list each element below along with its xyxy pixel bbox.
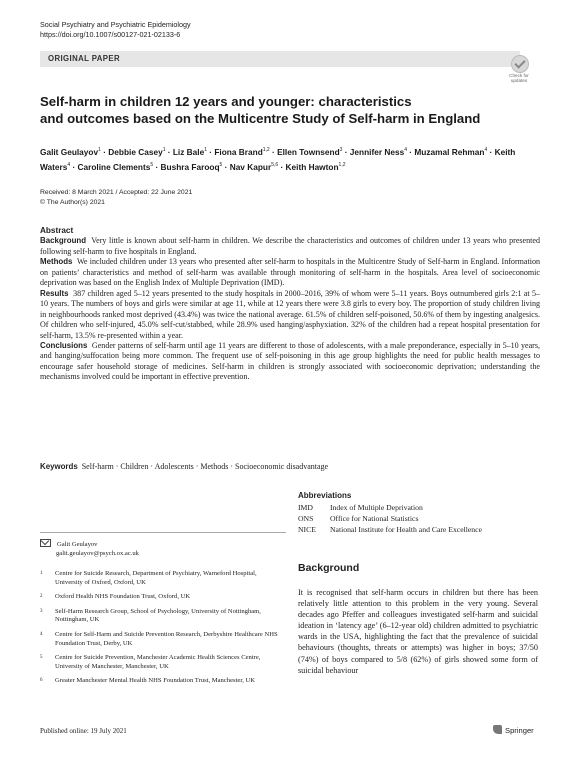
author-separator: ·	[206, 146, 215, 157]
title-line-1: Self-harm in children 12 years and younger: characteristics	[40, 94, 412, 109]
author-affiliation-sup: 1	[162, 147, 166, 153]
author-separator: ·	[407, 146, 415, 157]
author-separator: ·	[487, 146, 495, 157]
author-name[interactable]: Fiona Brand	[214, 146, 263, 157]
envelope-icon	[40, 539, 51, 547]
author-separator: ·	[269, 146, 278, 157]
results-text: 387 children aged 5–12 years presented to the study hospitals in 2000–2016, 39% of whom were 5–11 years. Boys outnumbered girls 2:1 at 5–10 years. The numbers of boys and girls were similar at age 11, while at 12 years there were 3.8 girls to every boy. The proportion of study children living in neighbourhoods ranked most deprived (43.4%) was twice the national average. 61.5% of children self-poisoned, 50.6% of them by ingesting analgesics. Of children who self-injured, 45.0% self-cut/stabbed, while 28.9% used hanging/asphyxiation. 32% of the children had a repeat hospital presentation for self-harm, 13.5% re-presented within a year.	[40, 288, 540, 340]
publisher-logo[interactable]	[493, 725, 534, 735]
author-affiliation-sup: 1,2	[338, 161, 346, 168]
article-type-banner	[40, 51, 520, 67]
author-affiliation-sup: 3	[339, 147, 343, 153]
received-accepted: Received: 8 March 2021 / Accepted: 22 June 2021	[40, 189, 193, 196]
affiliation-item	[40, 608, 280, 625]
abstract-background	[40, 236, 540, 257]
article-dates	[40, 188, 192, 207]
affiliation-text: Centre for Suicide Research, Department of Psychiatry, Warneford Hospital, University of Oxford, Oxford, UK	[55, 570, 257, 586]
affiliation-item	[40, 677, 280, 686]
author-separator: ·	[153, 161, 161, 172]
author-separator: ·	[70, 161, 78, 172]
background-heading: Background	[298, 562, 360, 574]
affiliation-number: 4	[40, 631, 43, 637]
abstract-heading: Abstract	[40, 226, 74, 235]
journal-header	[40, 20, 191, 40]
abstract	[40, 226, 540, 383]
abbreviation-row	[298, 513, 543, 524]
check-updates-label: Check for updates	[509, 73, 529, 84]
author-affiliation-sup: 5	[150, 161, 154, 168]
check-updates-icon	[511, 55, 529, 73]
background-label: Background	[40, 236, 87, 246]
background-body: It is recognised that self-harm occurs in children but there has been relatively little attention to this problem in the very young. Several decades ago Pfeffer and colleagues investigated self-harm and suicidal ideation in ‘latency age’ (6–12-year old) children admitted to psychiatric wards in the USA, highlighting the fact that the prevalence of suicidal behaviours (thoughts, threats or attempts) was higher in boys; 37/50 (74%) of boys compared to 5/8 (62%) of girls showed some form of suicidal behaviour	[298, 588, 538, 675]
conclusions-text: Gender patterns of self-harm until age 11 years are different to those of adolescents, with a male preponderance, especially in 5–10 years, and hanging/suffocation being more common. The frequent use of self-poisoning in this age group highlights the need for public health messages to encourage safer household storage of medicines. Self-harm in children is strongly associated with socioeconomic deprivation; understanding the mechanisms involved could be important in effective prevention.	[40, 340, 540, 382]
author-separator: ·	[222, 161, 230, 172]
keywords	[40, 462, 328, 471]
abbreviations-heading: Abbreviations	[298, 491, 352, 500]
author-separator: ·	[165, 146, 173, 157]
published-online: Published online: 19 July 2021	[40, 727, 127, 735]
keywords-text: Self-harm · Children · Adolescents · Methods · Socioeconomic disadvantage	[81, 462, 329, 471]
affiliation-text: Centre for Suicide Prevention, Manchester Academic Health Sciences Centre, University of Manchester, Manchester, UK	[55, 654, 261, 670]
author-affiliation-sup: 4	[67, 161, 71, 168]
affiliation-text: Greater Manchester Mental Health NHS Foundation Trust, Manchester, UK	[55, 677, 256, 685]
abstract-conclusions	[40, 341, 540, 383]
author-name[interactable]: Ellen Townsend	[277, 146, 340, 157]
methods-text: We included children under 13 years who presented after self-harm to hospitals in the Multicentre Study of Self-harm in England. Information on patients’ characteristics and method of self-harm was available through monitoring of self-harm in the hospitals. Area level of socioeconomic deprivation was based on the English Index of Multiple Deprivation (IMD).	[40, 257, 540, 288]
affiliation-item	[40, 593, 280, 602]
springer-horse-icon	[493, 725, 502, 734]
author-name[interactable]: Liz Bale	[172, 146, 205, 157]
abbreviation-definition: National Institute for Health and Care Excellence	[330, 525, 482, 534]
corresponding-email[interactable]: galit.geulayov@psych.ox.ac.uk	[56, 550, 139, 557]
abbreviation-row	[298, 524, 543, 535]
affiliation-text: Oxford Health NHS Foundation Trust, Oxford, UK	[55, 593, 191, 601]
corresponding-author: Galit Geulayov	[57, 541, 98, 548]
affiliation-item	[40, 631, 280, 648]
methods-label: Methods	[40, 257, 73, 267]
author-name[interactable]: Bushra Farooq	[160, 161, 220, 172]
author-name[interactable]: Keith Waters	[40, 146, 516, 172]
author-affiliation-sup: 1	[98, 147, 101, 153]
abstract-results	[40, 289, 540, 341]
footnote-divider	[40, 532, 286, 533]
background-text: Very little is known about self-harm in children. We describe the characteristics and outcomes of children under 13 years who presented following self-harm to five hospitals in England.	[40, 236, 540, 256]
abbreviation-term: NICE	[298, 525, 316, 534]
copyright: © The Author(s) 2021	[40, 198, 105, 206]
author-affiliation-sup: 4	[404, 147, 407, 153]
article-title	[40, 93, 540, 127]
affiliation-text: Centre for Self-Harm and Suicide Prevention Research, Derbyshire Healthcare NHS Foundation Trust, Derby, UK	[55, 630, 278, 647]
affiliation-number: 3	[40, 608, 43, 614]
author-affiliation-sup: 1	[204, 147, 207, 153]
author-affiliation-sup: 5,6	[271, 161, 279, 168]
author-name[interactable]: Galit Geulayov	[40, 146, 99, 157]
affiliations	[40, 570, 280, 692]
author-affiliation-sup: 4	[484, 147, 488, 153]
affiliation-item	[40, 570, 280, 587]
abbreviation-row	[298, 502, 543, 513]
journal-name: Social Psychiatry and Psychiatric Epidemiology	[40, 20, 191, 29]
author-name[interactable]: Debbie Casey	[108, 146, 163, 157]
abbreviations	[298, 490, 543, 535]
author-list	[40, 144, 540, 174]
keywords-label: Keywords	[40, 462, 78, 471]
author-name[interactable]: Caroline Clements	[77, 161, 151, 172]
abbreviation-term: ONS	[298, 514, 314, 523]
affiliation-text: Self-Harm Research Group, School of Psychology, University of Nottingham, Nottingham, UK	[55, 607, 261, 624]
author-name[interactable]: Muzamal Rehman	[414, 146, 485, 157]
abbreviation-definition: Index of Multiple Deprivation	[330, 503, 423, 512]
author-separator: ·	[342, 146, 350, 157]
correspondence	[40, 539, 280, 558]
affiliation-number: 6	[40, 678, 43, 684]
check-for-updates-badge[interactable]	[506, 55, 532, 87]
author-separator: ·	[100, 146, 109, 157]
abbreviation-term: IMD	[298, 503, 313, 512]
article-type-label: ORIGINAL PAPER	[48, 54, 121, 63]
abbreviation-definition: Office for National Statistics	[330, 514, 419, 523]
abstract-methods	[40, 257, 540, 288]
affiliation-number: 1	[40, 571, 43, 576]
author-name[interactable]: Keith Hawton	[285, 161, 339, 172]
publisher-name: Springer	[505, 726, 534, 735]
affiliation-number: 5	[40, 655, 43, 661]
author-name[interactable]: Jennifer Ness	[349, 146, 405, 157]
author-affiliation-sup: 5	[219, 161, 223, 168]
author-separator: ·	[278, 161, 286, 172]
affiliation-number: 2	[40, 594, 43, 600]
affiliation-item	[40, 654, 280, 671]
results-label: Results	[40, 288, 69, 298]
author-name[interactable]: Nav Kapur	[229, 161, 272, 172]
author-affiliation-sup: 1,2	[262, 147, 270, 153]
conclusions-label: Conclusions	[40, 340, 88, 350]
title-line-2: and outcomes based on the Multicentre Study of Self-harm in England	[40, 111, 481, 126]
doi-link[interactable]: https://doi.org/10.1007/s00127-021-02133-6	[40, 30, 181, 39]
